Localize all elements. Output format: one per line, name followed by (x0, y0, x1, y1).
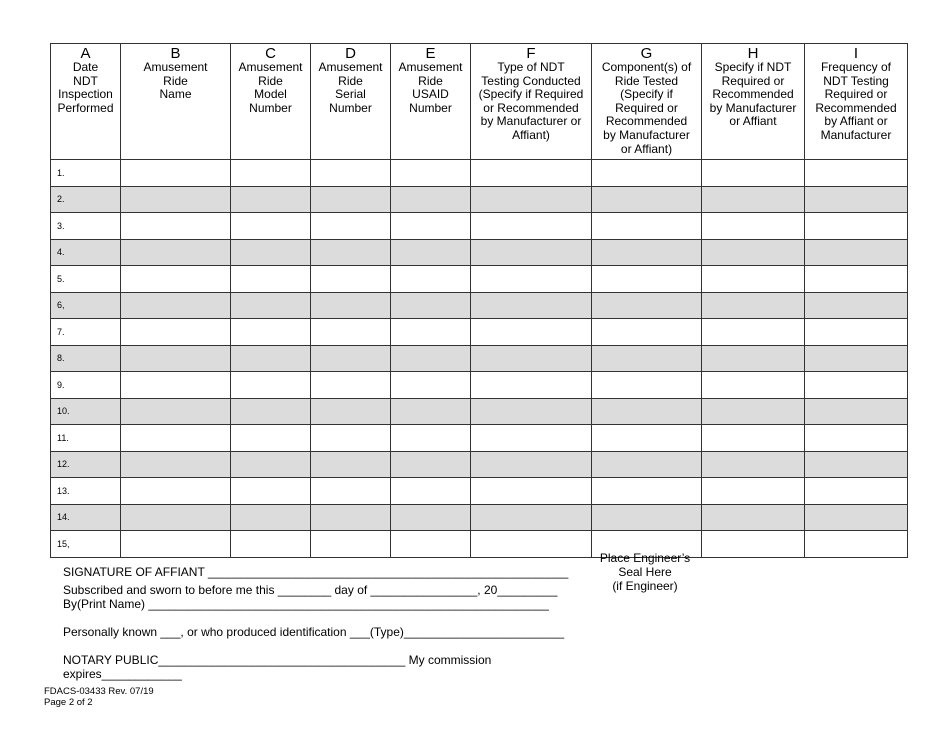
entry-cell-b[interactable] (121, 213, 231, 240)
entry-cell-d[interactable] (311, 239, 391, 266)
column-letter: I (853, 45, 859, 62)
entry-cell-c[interactable] (231, 425, 311, 452)
entry-cell-c[interactable] (231, 345, 311, 372)
table-row (51, 372, 908, 399)
print-name-line[interactable]: By(Print Name) ____________________________________________________________ (63, 597, 549, 611)
entry-cell-d[interactable] (311, 345, 391, 372)
entry-cell-i[interactable] (805, 186, 908, 213)
entry-cell-f[interactable] (471, 372, 592, 399)
entry-cell-e[interactable] (391, 504, 471, 531)
row-number-cell[interactable]: 6, (51, 292, 121, 319)
entry-cell-d[interactable] (311, 425, 391, 452)
entry-cell-i[interactable] (805, 504, 908, 531)
entry-cell-b[interactable] (121, 160, 231, 187)
row-number-cell[interactable]: 13. (51, 478, 121, 505)
entry-cell-g[interactable] (592, 478, 702, 505)
row-number-cell[interactable]: 4. (51, 239, 121, 266)
table-row (51, 398, 908, 425)
entry-cell-f[interactable] (471, 425, 592, 452)
entry-cell-e[interactable] (391, 531, 471, 558)
subscribed-sworn-line[interactable]: Subscribed and sworn to before me this ________ day of ________________, 20_________ (63, 583, 558, 597)
table-body (51, 160, 908, 558)
entry-cell-f[interactable] (471, 186, 592, 213)
column-label: Frequency of NDT Testing Required or Recommended by Affiant or Manufacturer (815, 60, 897, 142)
row-number-cell[interactable]: 7. (51, 319, 121, 346)
column-header-c (231, 44, 311, 160)
entry-cell-e[interactable] (391, 345, 471, 372)
entry-cell-b[interactable] (121, 425, 231, 452)
entry-cell-c[interactable] (231, 451, 311, 478)
entry-cell-b[interactable] (121, 531, 231, 558)
entry-cell-e[interactable] (391, 451, 471, 478)
entry-cell-b[interactable] (121, 451, 231, 478)
entry-cell-b[interactable] (121, 319, 231, 346)
entry-cell-b[interactable] (121, 504, 231, 531)
row-number-cell[interactable]: 5. (51, 266, 121, 293)
entry-cell-f[interactable] (471, 398, 592, 425)
entry-cell-b[interactable] (121, 398, 231, 425)
commission-expires-line[interactable]: expires____________ (63, 667, 182, 681)
table-row (51, 451, 908, 478)
entry-cell-f[interactable] (471, 292, 592, 319)
entry-cell-g[interactable] (592, 266, 702, 293)
entry-cell-h[interactable] (702, 372, 805, 399)
entry-cell-d[interactable] (311, 451, 391, 478)
column-header-e (391, 44, 471, 160)
column-header-a (51, 44, 121, 160)
table-header-row (51, 44, 908, 160)
column-letter: A (80, 45, 91, 62)
table-row (51, 266, 908, 293)
entry-cell-d[interactable] (311, 372, 391, 399)
row-number-cell[interactable]: 11. (51, 425, 121, 452)
entry-cell-h[interactable] (702, 239, 805, 266)
signature-of-affiant-line[interactable]: SIGNATURE OF AFFIANT ______________________________________________________ (63, 565, 569, 579)
entry-cell-f[interactable] (471, 239, 592, 266)
entry-cell-c[interactable] (231, 504, 311, 531)
entry-cell-d[interactable] (311, 292, 391, 319)
entry-cell-g[interactable] (592, 239, 702, 266)
row-number-cell[interactable]: 9. (51, 372, 121, 399)
entry-cell-f[interactable] (471, 160, 592, 187)
entry-cell-h[interactable] (702, 425, 805, 452)
entry-cell-c[interactable] (231, 239, 311, 266)
entry-cell-g[interactable] (592, 345, 702, 372)
ndt-inspection-table (50, 43, 908, 558)
table-row (51, 345, 908, 372)
entry-cell-e[interactable] (391, 266, 471, 293)
entry-cell-b[interactable] (121, 478, 231, 505)
row-number-cell[interactable]: 10. (51, 398, 121, 425)
table-row (51, 160, 908, 187)
table-row (51, 319, 908, 346)
entry-cell-f[interactable] (471, 478, 592, 505)
entry-cell-g[interactable] (592, 186, 702, 213)
entry-cell-i[interactable] (805, 239, 908, 266)
column-header-b (121, 44, 231, 160)
entry-cell-g[interactable] (592, 451, 702, 478)
entry-cell-h[interactable] (702, 160, 805, 187)
entry-cell-d[interactable] (311, 531, 391, 558)
entry-cell-i[interactable] (805, 372, 908, 399)
entry-cell-c[interactable] (231, 266, 311, 293)
entry-cell-f[interactable] (471, 213, 592, 240)
entry-cell-c[interactable] (231, 213, 311, 240)
entry-cell-d[interactable] (311, 398, 391, 425)
column-letter: H (747, 45, 759, 62)
entry-cell-g[interactable] (592, 372, 702, 399)
entry-cell-i[interactable] (805, 531, 908, 558)
entry-cell-b[interactable] (121, 345, 231, 372)
entry-cell-e[interactable] (391, 213, 471, 240)
column-letter: F (526, 45, 536, 62)
column-label: Specify if NDT Required or Recommended by Manufacturer or Affiant (709, 60, 797, 129)
column-letter: E (425, 45, 436, 62)
table-row (51, 504, 908, 531)
entry-cell-b[interactable] (121, 266, 231, 293)
entry-cell-c[interactable] (231, 398, 311, 425)
entry-cell-e[interactable] (391, 239, 471, 266)
entry-cell-f[interactable] (471, 504, 592, 531)
form-id: FDACS-03433 Rev. 07/19 (44, 686, 154, 697)
entry-cell-f[interactable] (471, 531, 592, 558)
column-header-h (702, 44, 805, 160)
entry-cell-g[interactable] (592, 160, 702, 187)
column-label: Amusement Ride Model Number (238, 60, 303, 115)
entry-cell-f[interactable] (471, 319, 592, 346)
table-row (51, 239, 908, 266)
table-row (51, 213, 908, 240)
entry-cell-c[interactable] (231, 186, 311, 213)
column-letter: C (265, 45, 276, 62)
entry-cell-d[interactable] (311, 186, 391, 213)
column-letter: D (345, 45, 356, 62)
engineer-seal-area: Place Engineer’s Seal Here (if Engineer) (599, 551, 691, 593)
table-row (51, 531, 908, 558)
entry-cell-b[interactable] (121, 292, 231, 319)
row-number-cell[interactable]: 12. (51, 451, 121, 478)
column-label: Type of NDT Testing Conducted (Specify if Required or Recommended by Manufacturer or Affiant) (478, 60, 584, 142)
entry-cell-e[interactable] (391, 398, 471, 425)
entry-cell-g[interactable] (592, 398, 702, 425)
entry-cell-h[interactable] (702, 186, 805, 213)
entry-cell-g[interactable] (592, 425, 702, 452)
entry-cell-h[interactable] (702, 531, 805, 558)
table-row (51, 478, 908, 505)
column-label: Component(s) of Ride Tested (Specify if Required or Recommended by Manufacturer or Affiant) (601, 60, 692, 156)
entry-cell-h[interactable] (702, 478, 805, 505)
entry-cell-f[interactable] (471, 345, 592, 372)
entry-cell-e[interactable] (391, 186, 471, 213)
entry-cell-c[interactable] (231, 319, 311, 346)
entry-cell-i[interactable] (805, 319, 908, 346)
entry-cell-i[interactable] (805, 292, 908, 319)
entry-cell-i[interactable] (805, 266, 908, 293)
entry-cell-h[interactable] (702, 213, 805, 240)
entry-cell-f[interactable] (471, 266, 592, 293)
entry-cell-g[interactable] (592, 213, 702, 240)
entry-cell-e[interactable] (391, 160, 471, 187)
entry-cell-c[interactable] (231, 478, 311, 505)
entry-cell-g[interactable] (592, 504, 702, 531)
entry-cell-h[interactable] (702, 292, 805, 319)
column-label: Date NDT Inspection Performed (57, 60, 114, 115)
entry-cell-h[interactable] (702, 451, 805, 478)
column-letter: B (170, 45, 181, 62)
entry-cell-b[interactable] (121, 239, 231, 266)
column-header-g (592, 44, 702, 160)
entry-cell-i[interactable] (805, 425, 908, 452)
table-row (51, 292, 908, 319)
entry-cell-e[interactable] (391, 478, 471, 505)
personally-known-line[interactable]: Personally known ___, or who produced identification ___(Type)________________________ (63, 625, 565, 639)
row-number-cell[interactable]: 14. (51, 504, 121, 531)
entry-cell-h[interactable] (702, 266, 805, 293)
entry-cell-c[interactable] (231, 160, 311, 187)
entry-cell-c[interactable] (231, 531, 311, 558)
entry-cell-i[interactable] (805, 398, 908, 425)
entry-cell-e[interactable] (391, 319, 471, 346)
entry-cell-c[interactable] (231, 372, 311, 399)
row-number-cell[interactable]: 15, (51, 531, 121, 558)
column-label: Amusement Ride Serial Number (318, 60, 383, 115)
entry-cell-d[interactable] (311, 266, 391, 293)
entry-cell-c[interactable] (231, 292, 311, 319)
page-number: Page 2 of 2 (44, 697, 93, 708)
column-label: Amusement Ride Name (143, 60, 208, 102)
entry-cell-e[interactable] (391, 292, 471, 319)
column-label: Amusement Ride USAID Number (398, 60, 463, 115)
entry-cell-d[interactable] (311, 160, 391, 187)
column-header-f (471, 44, 592, 160)
entry-cell-f[interactable] (471, 451, 592, 478)
entry-cell-i[interactable] (805, 213, 908, 240)
entry-cell-h[interactable] (702, 398, 805, 425)
entry-cell-i[interactable] (805, 160, 908, 187)
entry-cell-b[interactable] (121, 186, 231, 213)
entry-cell-d[interactable] (311, 319, 391, 346)
row-number-cell[interactable]: 2. (51, 186, 121, 213)
row-number-cell[interactable]: 1. (51, 160, 121, 187)
row-number-cell[interactable]: 8. (51, 345, 121, 372)
entry-cell-e[interactable] (391, 372, 471, 399)
entry-cell-h[interactable] (702, 319, 805, 346)
entry-cell-d[interactable] (311, 504, 391, 531)
entry-cell-d[interactable] (311, 478, 391, 505)
entry-cell-g[interactable] (592, 292, 702, 319)
table-row (51, 425, 908, 452)
entry-cell-h[interactable] (702, 504, 805, 531)
entry-cell-e[interactable] (391, 425, 471, 452)
entry-cell-g[interactable] (592, 319, 702, 346)
column-header-i (805, 44, 908, 160)
entry-cell-b[interactable] (121, 372, 231, 399)
notary-public-line[interactable]: NOTARY PUBLIC_____________________________________ My commission (63, 653, 492, 667)
entry-cell-h[interactable] (702, 345, 805, 372)
entry-cell-i[interactable] (805, 451, 908, 478)
entry-cell-d[interactable] (311, 213, 391, 240)
column-letter: G (640, 45, 653, 62)
entry-cell-i[interactable] (805, 478, 908, 505)
column-header-d (311, 44, 391, 160)
entry-cell-i[interactable] (805, 345, 908, 372)
table-row (51, 186, 908, 213)
row-number-cell[interactable]: 3. (51, 213, 121, 240)
